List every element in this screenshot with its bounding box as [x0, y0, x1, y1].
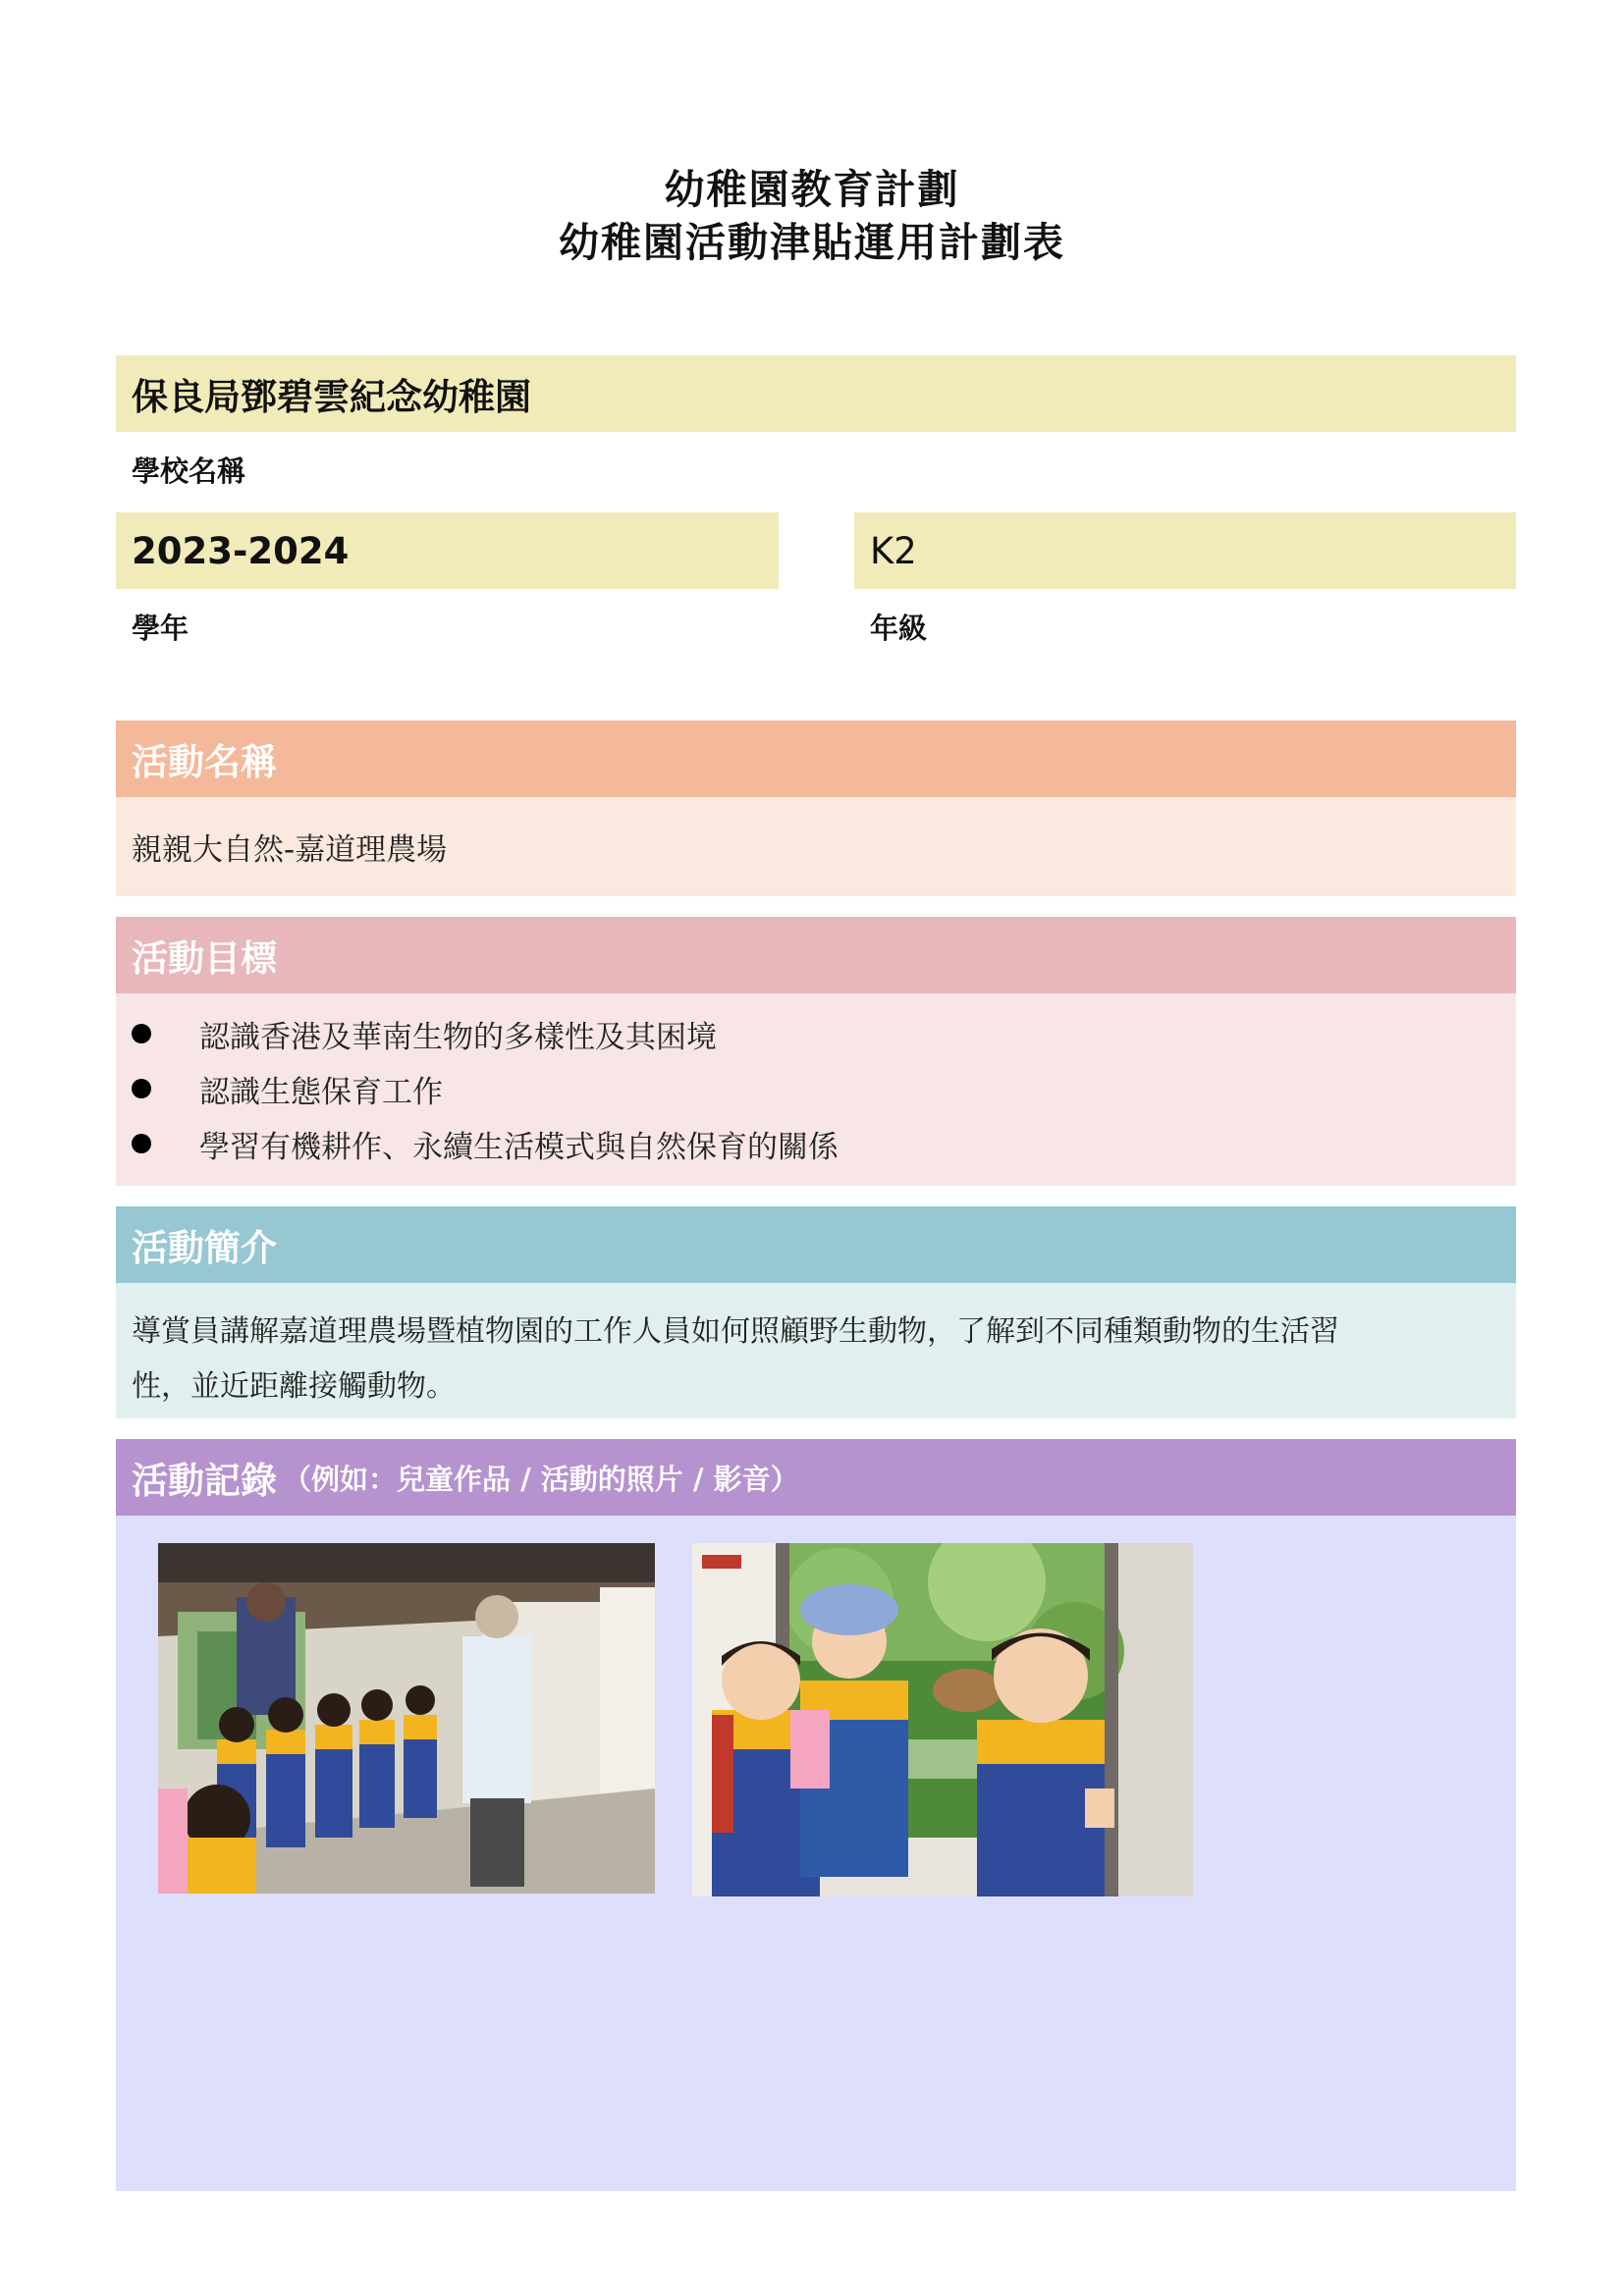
school-name-value: 保良局鄧碧雲紀念幼稚園: [132, 376, 531, 418]
introduction-line-1: 導賞員講解嘉道理農場暨植物園的工作人員如何照顧野生動物，了解到不同種類動物的生活習: [132, 1314, 1339, 1349]
objective-item: [116, 1006, 1516, 1061]
activity-name-value: 親親大自然-嘉道理農場: [132, 832, 448, 868]
objective-text: 學習有機耕作、永續生活模式與自然保育的關係: [199, 1129, 839, 1165]
school-name-caption: 學校名稱: [132, 454, 246, 488]
bullet-icon: [132, 1079, 151, 1098]
activity-name-heading: [116, 721, 1516, 797]
introduction-heading-text: 活動簡介: [132, 1227, 277, 1269]
objective-text: 認識生態保育工作: [199, 1074, 443, 1110]
activity-photo-animal-window: [692, 1543, 1193, 1896]
records-heading-note: （例如：兒童作品 / 活動的照片 / 影音）: [283, 1462, 799, 1496]
activity-name-heading-text: 活動名稱: [132, 741, 277, 783]
grade-value: K2: [870, 529, 917, 572]
objective-item: [116, 1116, 1516, 1171]
school-name-field: [116, 355, 1516, 432]
records-heading: [116, 1439, 1516, 1516]
objectives-heading-text: 活動目標: [132, 937, 277, 980]
introduction-body: [116, 1283, 1516, 1418]
objectives-heading: [116, 917, 1516, 993]
introduction-heading: [116, 1206, 1516, 1283]
school-year-value: 2023-2024: [132, 529, 350, 572]
introduction-line-2: 性，並近距離接觸動物。: [132, 1369, 456, 1404]
grade-caption: 年級: [870, 612, 928, 645]
objectives-list: [116, 993, 1516, 1186]
grade-field: [854, 512, 1516, 589]
objective-text: 認識香港及華南生物的多樣性及其困境: [199, 1019, 717, 1055]
objective-item: [116, 1061, 1516, 1116]
activity-photo-guided-tour: [158, 1543, 655, 1894]
records-heading-text: 活動記錄: [132, 1460, 277, 1502]
document-title-line1: 幼稚園教育計劃: [664, 166, 960, 213]
document-title-line2: 幼稚園活動津貼運用計劃表: [559, 219, 1065, 266]
activity-name-body: [116, 797, 1516, 896]
bullet-icon: [132, 1134, 151, 1153]
school-year-field: [116, 512, 779, 589]
bullet-icon: [132, 1024, 151, 1043]
school-year-caption: 學年: [132, 612, 189, 645]
